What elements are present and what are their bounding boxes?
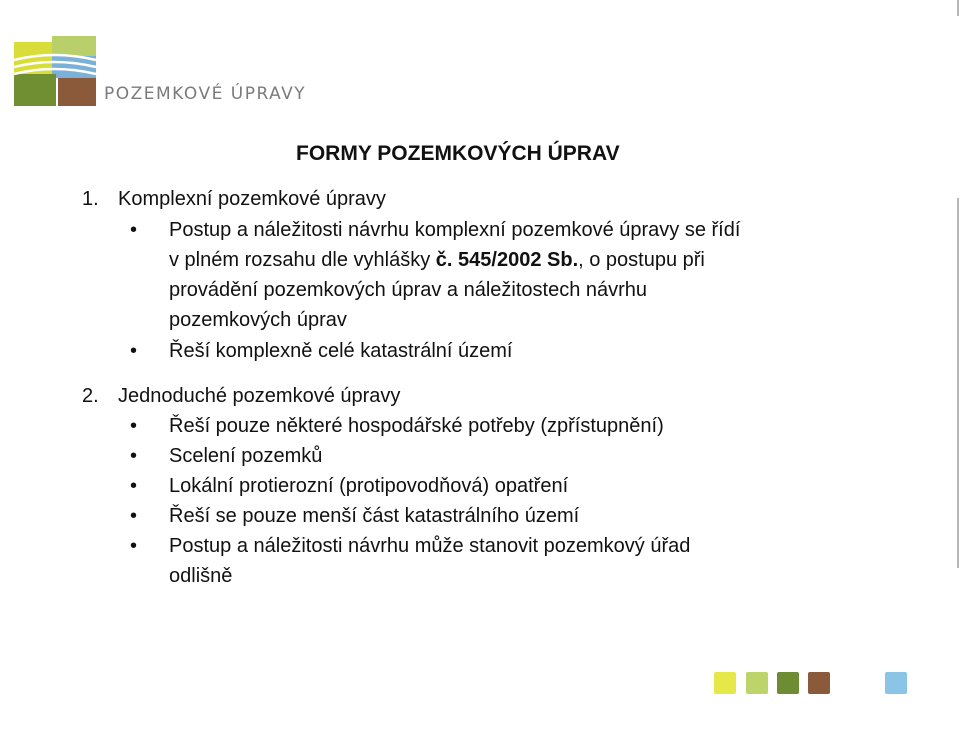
footer-color-squares	[0, 672, 960, 698]
bullet-icon: •	[130, 340, 138, 362]
bullet-text-line: provádění pozemkových úprav a náležitostech návrhu	[169, 279, 648, 301]
section-2-heading	[82, 381, 400, 411]
edge-divider	[957, 198, 959, 568]
section-1-title: Komplexní pozemkové úpravy	[118, 188, 386, 210]
footer-square-brown	[808, 672, 830, 694]
regulation-reference: č. 545/2002 Sb.	[435, 249, 579, 271]
footer-square-yellow	[714, 672, 736, 694]
bullet-text: Řeší komplexně celé katastrální území	[169, 340, 513, 362]
bullet-icon: •	[130, 445, 138, 467]
bullet-icon: •	[130, 415, 138, 437]
bullet-text: Scelení pozemků	[169, 445, 323, 467]
bullet-icon: •	[130, 475, 138, 497]
bullet-text-line: pozemkových úprav	[169, 309, 347, 331]
bullet-icon: •	[130, 535, 138, 557]
logo-text: POZEMKOVÉ ÚPRAVY	[104, 84, 307, 104]
bullet-icon: •	[130, 505, 138, 527]
bullet-icon: •	[130, 219, 138, 241]
page-title: FORMY POZEMKOVÝCH ÚPRAV	[296, 142, 620, 165]
bullet-text: Řeší pouze některé hospodářské potřeby (zpřístupnění)	[169, 415, 664, 437]
bullet-text: Řeší se pouze menší část katastrálního území	[169, 505, 580, 527]
edge-divider	[957, 0, 959, 16]
footer-square-blue	[885, 672, 907, 694]
section-1-number: 1.	[82, 188, 99, 210]
bullet-text-line: Postup a náležitosti návrhu může stanovit pozemkový úřad	[169, 535, 691, 557]
bullet-text-line: odlišně	[169, 565, 233, 587]
footer-square-dark-green	[777, 672, 799, 694]
bullet-text-line: Postup a náležitosti návrhu komplexní pozemkové úpravy se řídí	[169, 219, 741, 241]
section-1-heading	[82, 184, 386, 214]
section-2-title: Jednoduché pozemkové úpravy	[118, 385, 401, 407]
section-2-number: 2.	[82, 385, 99, 407]
footer-square-light-green	[746, 672, 768, 694]
bullet-text-line: v plném rozsahu dle vyhlášky č. 545/2002 Sb., o postupu při	[169, 249, 705, 271]
bullet-text: Lokální protierozní (protipovodňová) opatření	[169, 475, 569, 497]
